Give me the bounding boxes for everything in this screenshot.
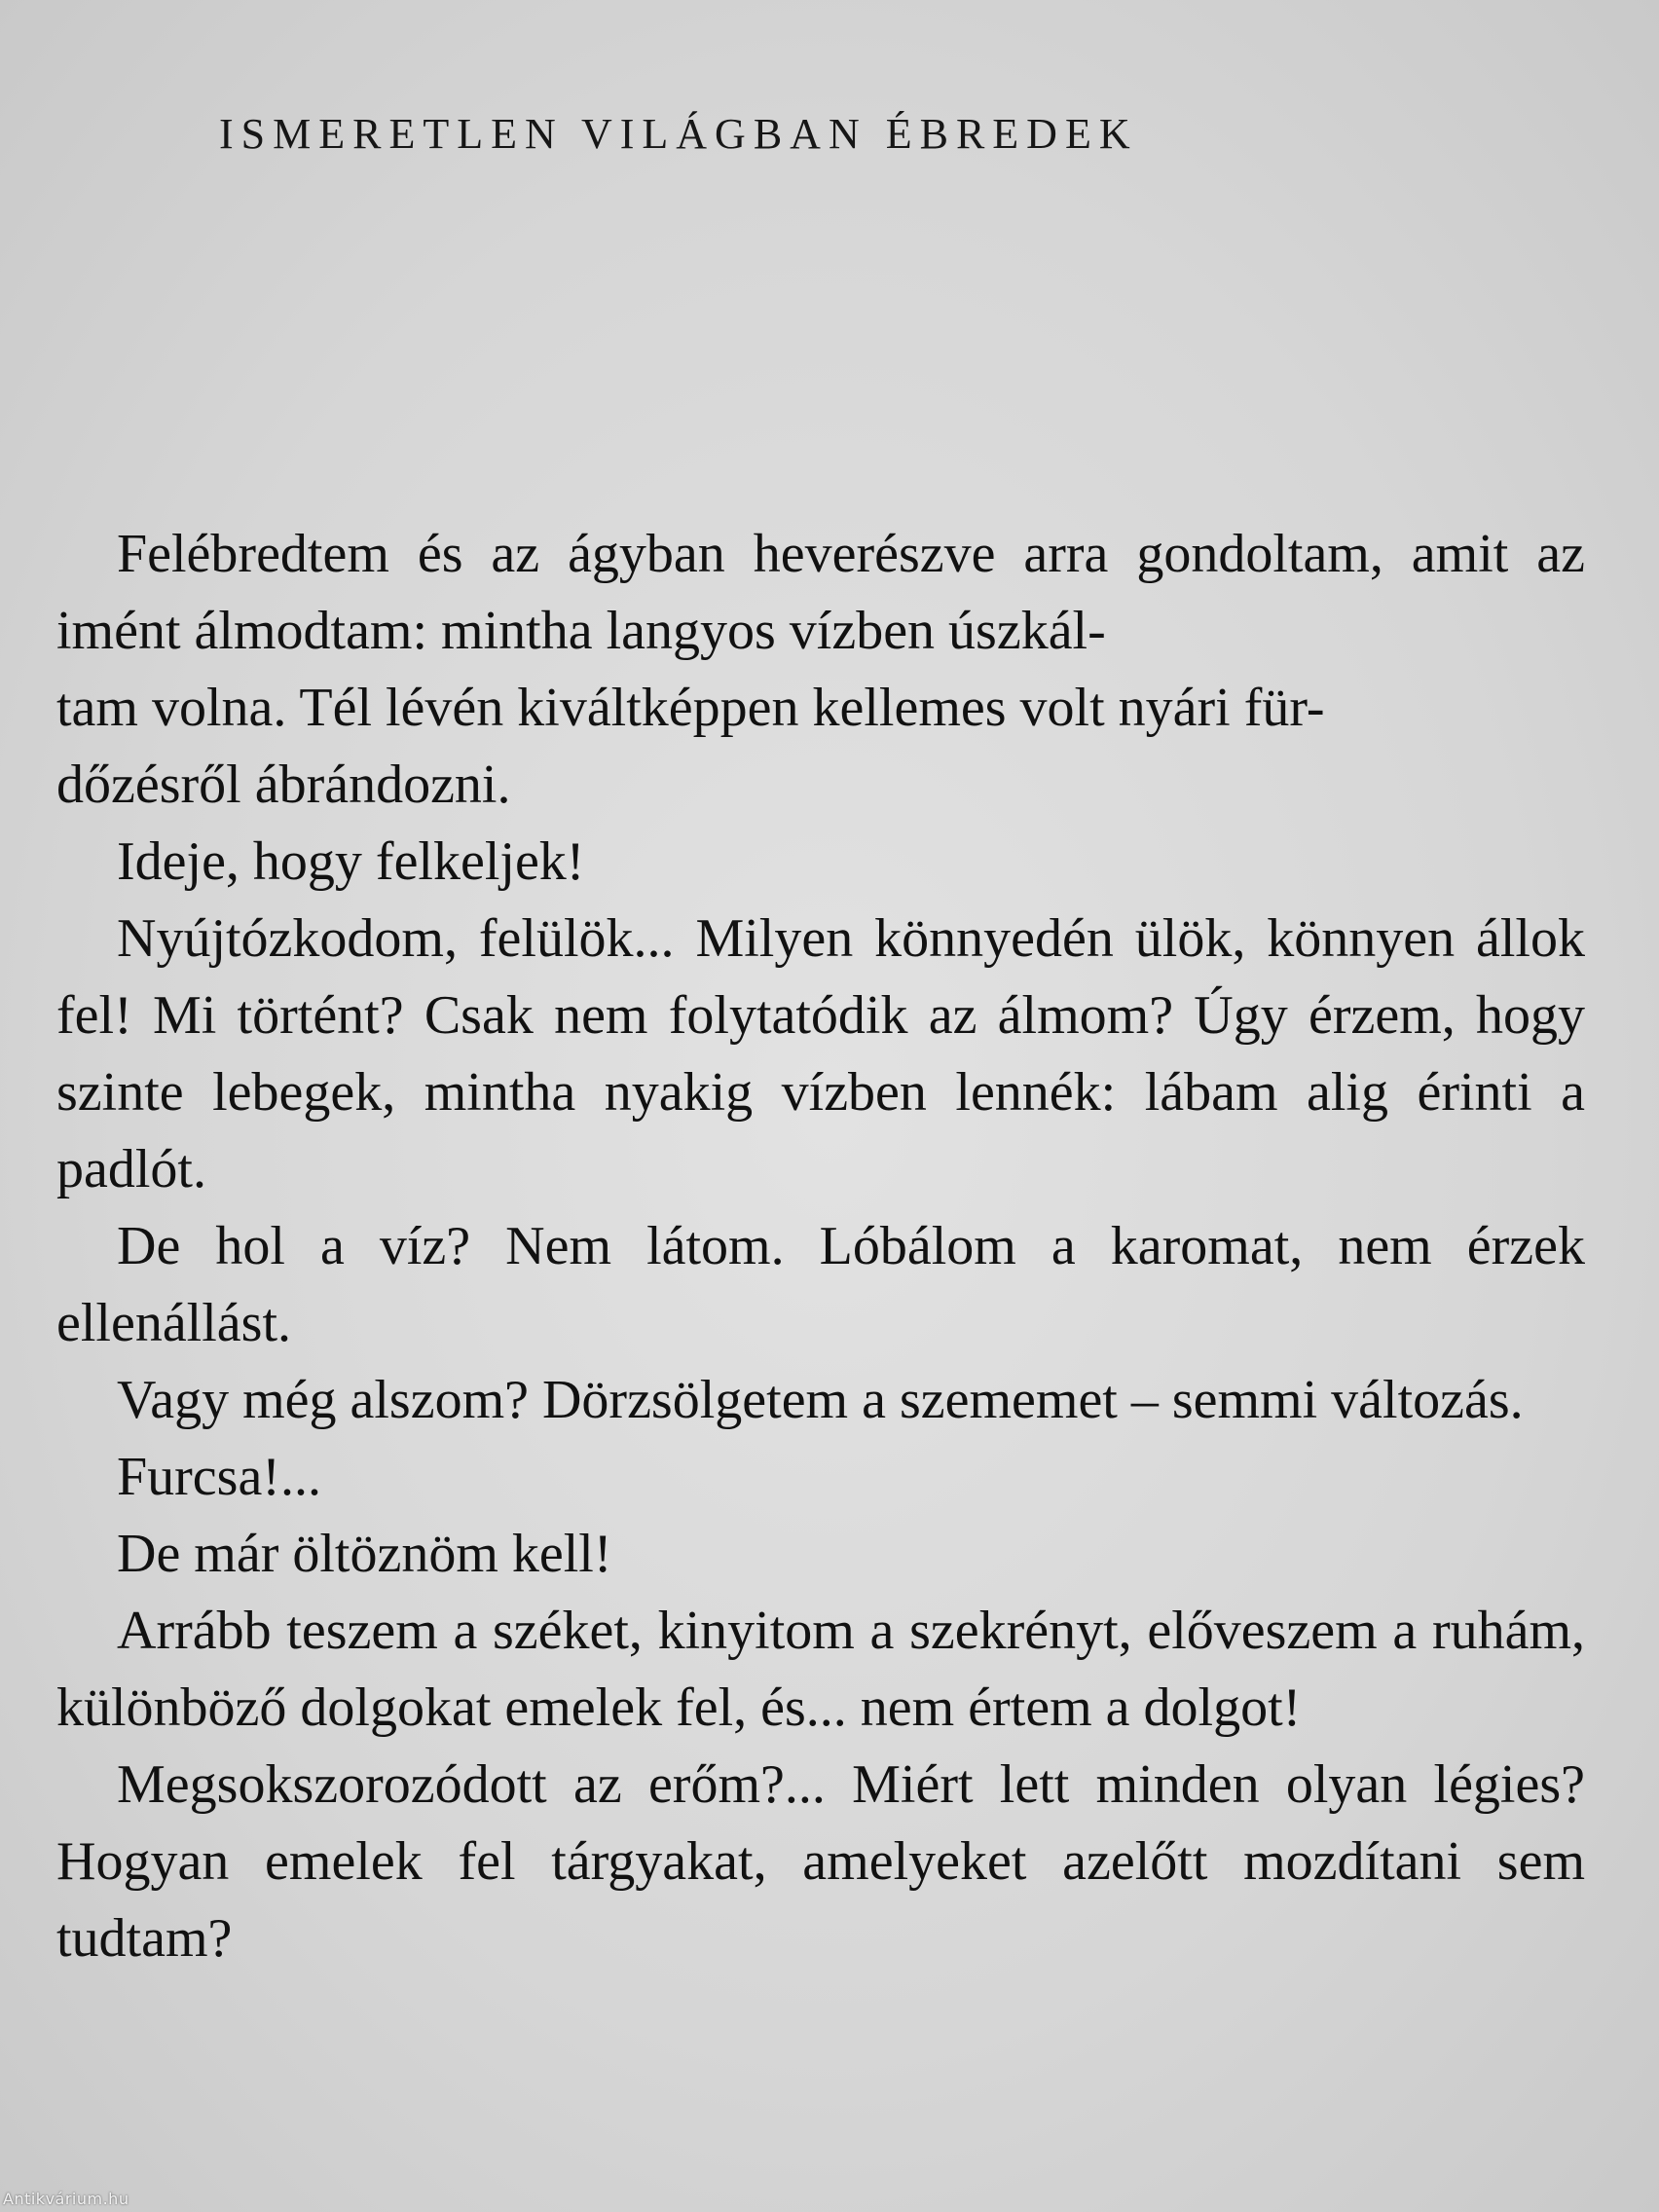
- paragraph: Furcsa!...: [117, 1447, 321, 1507]
- body-text: [56, 516, 1585, 1977]
- paragraph: Nyújtózkodom, felülök... Milyen könnyedén ülök, könnyen állok fel! Mi történt? Csak nem folytatódik az álmom? Úgy érzem, hogy szinte lebegek, mintha nyakig vízben lennék: lábam alig érinti a padlót.: [56, 908, 1585, 1199]
- paragraph: De hol a víz? Nem látom. Lóbálom a karomat, nem érzek ellenállást.: [56, 1216, 1585, 1353]
- paragraph: De már öltöznöm kell!: [117, 1524, 612, 1584]
- chapter-heading: ISMERETLEN VILÁGBAN ÉBREDEK: [219, 110, 1138, 158]
- watermark: Antikvárium.hu: [3, 2190, 129, 2208]
- paragraph: Arrább teszem a széket, kinyitom a szekrényt, előveszem a ruhám, különböző dolgokat emelek fel, és... nem értem a dolgot!: [56, 1601, 1585, 1738]
- paragraph: Megsokszorozódott az erőm?... Miért lett minden olyan légies? Hogyan emelek fel tárgyakat, amelyeket azelőtt mozdítani sem tudtam?: [56, 1754, 1585, 1969]
- paragraph: Ideje, hogy felkeljek!: [117, 831, 585, 892]
- paragraph: Felébredtem és az ágyban heverészve arra gondoltam, amit az imént álmodtam: mintha langyos vízben úszkál- tam volna. Tél lévén kiváltképpen kellemes volt nyári für- dőzésről ábrándozni.: [56, 524, 1585, 815]
- paragraph: Vagy még alszom? Dörzsölgetem a szememet – semmi változás.: [117, 1370, 1524, 1430]
